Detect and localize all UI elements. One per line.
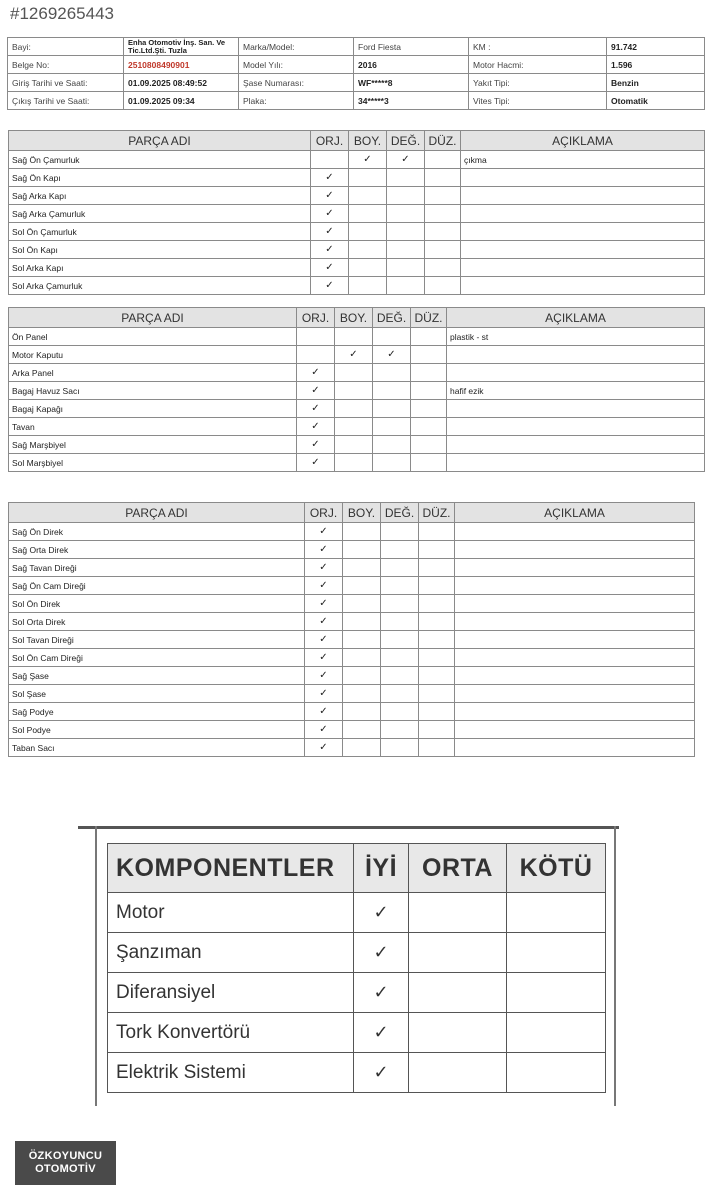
part-duz-cell (425, 241, 461, 259)
part-deg-cell (373, 418, 411, 436)
part-orj-cell: ✓ (305, 721, 343, 739)
engine-volume-value: 1.596 (607, 56, 705, 74)
part-deg-cell (381, 703, 419, 721)
part-row (9, 418, 705, 436)
col-boy: BOY. (349, 131, 387, 151)
part-boy-cell (335, 328, 373, 346)
part-duz-cell (425, 169, 461, 187)
col-parca-adi: PARÇA ADI (9, 503, 305, 523)
part-boy-cell (343, 667, 381, 685)
gear-type-value: Otomatik (607, 92, 705, 110)
part-boy-cell (335, 400, 373, 418)
part-boy-cell (343, 631, 381, 649)
part-row (9, 436, 705, 454)
part-boy-cell: ✓ (335, 346, 373, 364)
part-note (461, 205, 705, 223)
part-row (9, 259, 705, 277)
part-boy-cell (343, 649, 381, 667)
part-name: Arka Panel (9, 364, 297, 382)
part-duz-cell (411, 346, 447, 364)
part-name: Sol Marşbiyel (9, 454, 297, 472)
part-deg-cell (381, 649, 419, 667)
part-deg-cell (387, 205, 425, 223)
part-duz-cell (425, 205, 461, 223)
part-orj-cell: ✓ (305, 577, 343, 595)
part-boy-cell (335, 418, 373, 436)
body-panels-table (8, 307, 705, 472)
part-note (447, 364, 705, 382)
part-row (9, 241, 705, 259)
part-orj-cell: ✓ (305, 613, 343, 631)
part-deg-cell (381, 631, 419, 649)
col-duz: DÜZ. (425, 131, 461, 151)
table3-header-row (9, 503, 695, 523)
part-deg-cell (373, 382, 411, 400)
part-name: Sağ Marşbiyel (9, 436, 297, 454)
exterior-panels-table (8, 130, 705, 295)
component-name: Elektrik Sistemi (108, 1053, 354, 1093)
part-deg-cell (381, 721, 419, 739)
part-orj-cell: ✓ (311, 259, 349, 277)
part-name: Sol Arka Kapı (9, 259, 311, 277)
part-note (455, 703, 695, 721)
part-name: Sol Tavan Direği (9, 631, 305, 649)
part-duz-cell (419, 613, 455, 631)
dealer-value: Enha Otomotiv İnş. San. Ve Tic.Ltd.Şti. Tuzla (124, 38, 239, 56)
col-aciklama: AÇIKLAMA (455, 503, 695, 523)
part-duz-cell (419, 541, 455, 559)
part-duz-cell (425, 277, 461, 295)
part-boy-cell (349, 259, 387, 277)
component-iyi-cell: ✓ (354, 933, 409, 973)
entry-date-value: 01.09.2025 08:49:52 (124, 74, 239, 92)
part-deg-cell (387, 241, 425, 259)
part-note (455, 559, 695, 577)
part-duz-cell (425, 259, 461, 277)
part-row (9, 595, 695, 613)
col-boy: BOY. (343, 503, 381, 523)
part-boy-cell (343, 613, 381, 631)
component-iyi-cell: ✓ (354, 1053, 409, 1093)
dealer-logo (15, 1141, 116, 1185)
part-name: Sol Ön Direk (9, 595, 305, 613)
part-name: Taban Sacı (9, 739, 305, 757)
info-row (8, 74, 705, 92)
part-note (447, 454, 705, 472)
part-orj-cell: ✓ (311, 169, 349, 187)
part-note (455, 613, 695, 631)
part-deg-cell (381, 559, 419, 577)
info-row (8, 92, 705, 110)
part-row (9, 631, 695, 649)
part-row (9, 382, 705, 400)
part-note (455, 523, 695, 541)
part-boy-cell (343, 739, 381, 757)
km-label: KM : (469, 38, 607, 56)
part-duz-cell (411, 400, 447, 418)
part-boy-cell (335, 364, 373, 382)
part-name: Sağ Tavan Direği (9, 559, 305, 577)
part-boy-cell (343, 577, 381, 595)
model-year-value: 2016 (354, 56, 469, 74)
part-duz-cell (425, 187, 461, 205)
chassis-no-value: WF*****8 (354, 74, 469, 92)
part-orj-cell: ✓ (297, 436, 335, 454)
col-aciklama: AÇIKLAMA (461, 131, 705, 151)
part-note (461, 241, 705, 259)
part-note: çıkma (461, 151, 705, 169)
part-deg-cell (373, 400, 411, 418)
part-deg-cell (381, 541, 419, 559)
part-name: Sağ Ön Kapı (9, 169, 311, 187)
component-iyi-cell: ✓ (354, 973, 409, 1013)
part-note (447, 436, 705, 454)
part-note (455, 595, 695, 613)
part-deg-cell (381, 739, 419, 757)
part-row (9, 205, 705, 223)
part-row (9, 577, 695, 595)
part-deg-cell (387, 259, 425, 277)
part-deg-cell (387, 169, 425, 187)
part-row (9, 400, 705, 418)
part-name: Sol Şase (9, 685, 305, 703)
part-row (9, 169, 705, 187)
part-note: plastik - st (447, 328, 705, 346)
col-orj: ORJ. (311, 131, 349, 151)
components-frame-right (614, 826, 616, 1106)
part-name: Sol Ön Çamurluk (9, 223, 311, 241)
part-boy-cell (335, 436, 373, 454)
logo-line-1: ÖZKOYUNCU (28, 1150, 103, 1162)
part-note (461, 223, 705, 241)
part-boy-cell (349, 223, 387, 241)
part-deg-cell (387, 277, 425, 295)
part-duz-cell (411, 454, 447, 472)
part-boy-cell (343, 703, 381, 721)
col-deg: DEĞ. (373, 308, 411, 328)
part-duz-cell (425, 151, 461, 169)
part-name: Bagaj Havuz Sacı (9, 382, 297, 400)
part-deg-cell (387, 187, 425, 205)
table2-header-row (9, 308, 705, 328)
part-orj-cell: ✓ (297, 400, 335, 418)
part-name: Ön Panel (9, 328, 297, 346)
components-frame-left (95, 826, 97, 1106)
plate-label: Plaka: (239, 92, 354, 110)
col-kotu: KÖTÜ (507, 844, 606, 893)
part-duz-cell (411, 364, 447, 382)
part-orj-cell: ✓ (297, 418, 335, 436)
part-row (9, 346, 705, 364)
part-duz-cell (411, 436, 447, 454)
part-orj-cell: ✓ (305, 523, 343, 541)
part-boy-cell (343, 559, 381, 577)
part-name: Sol Arka Çamurluk (9, 277, 311, 295)
part-deg-cell (381, 577, 419, 595)
part-name: Sağ Podye (9, 703, 305, 721)
part-orj-cell: ✓ (297, 364, 335, 382)
col-aciklama: AÇIKLAMA (447, 308, 705, 328)
part-duz-cell (419, 703, 455, 721)
listing-id: #1269265443 (10, 4, 115, 23)
part-deg-cell (381, 667, 419, 685)
part-orj-cell: ✓ (305, 559, 343, 577)
part-row (9, 277, 705, 295)
part-name: Sağ Şase (9, 667, 305, 685)
part-duz-cell (419, 667, 455, 685)
part-deg-cell: ✓ (387, 151, 425, 169)
part-note (461, 169, 705, 187)
exit-date-value: 01.09.2025 09:34 (124, 92, 239, 110)
part-duz-cell (425, 223, 461, 241)
part-row (9, 541, 695, 559)
model-year-label: Model Yılı: (239, 56, 354, 74)
part-duz-cell (419, 577, 455, 595)
part-name: Sağ Ön Direk (9, 523, 305, 541)
component-name: Diferansiyel (108, 973, 354, 1013)
component-kotu-cell (507, 1053, 606, 1093)
part-boy-cell (349, 277, 387, 295)
component-name: Şanzıman (108, 933, 354, 973)
part-orj-cell: ✓ (305, 595, 343, 613)
part-boy-cell: ✓ (349, 151, 387, 169)
component-row (108, 1013, 606, 1053)
gear-type-label: Vites Tipi: (469, 92, 607, 110)
component-kotu-cell (507, 1013, 606, 1053)
part-note (455, 721, 695, 739)
doc-no-label: Belge No: (8, 56, 124, 74)
part-orj-cell (311, 151, 349, 169)
part-boy-cell (349, 205, 387, 223)
part-orj-cell: ✓ (311, 223, 349, 241)
part-boy-cell (343, 523, 381, 541)
part-boy-cell (349, 241, 387, 259)
part-orj-cell: ✓ (297, 454, 335, 472)
part-boy-cell (343, 595, 381, 613)
part-boy-cell (343, 685, 381, 703)
part-row (9, 649, 695, 667)
part-note (455, 685, 695, 703)
component-kotu-cell (507, 893, 606, 933)
fuel-type-value: Benzin (607, 74, 705, 92)
part-duz-cell (419, 595, 455, 613)
part-note (461, 187, 705, 205)
part-orj-cell: ✓ (305, 703, 343, 721)
component-row (108, 1053, 606, 1093)
part-name: Bagaj Kapağı (9, 400, 297, 418)
part-deg-cell (387, 223, 425, 241)
part-boy-cell (343, 721, 381, 739)
info-row (8, 38, 705, 56)
part-boy-cell (335, 382, 373, 400)
pillars-chassis-table (8, 502, 695, 757)
component-orta-cell (409, 893, 507, 933)
part-row (9, 454, 705, 472)
part-row (9, 187, 705, 205)
part-duz-cell (419, 721, 455, 739)
component-row (108, 893, 606, 933)
doc-no-value: 2510808490901 (124, 56, 239, 74)
part-note (447, 400, 705, 418)
component-iyi-cell: ✓ (354, 893, 409, 933)
part-row (9, 721, 695, 739)
part-orj-cell: ✓ (311, 277, 349, 295)
component-orta-cell (409, 1053, 507, 1093)
table1-header-row (9, 131, 705, 151)
part-orj-cell: ✓ (297, 382, 335, 400)
part-name: Sol Podye (9, 721, 305, 739)
col-parca-adi: PARÇA ADI (9, 308, 297, 328)
col-deg: DEĞ. (381, 503, 419, 523)
part-orj-cell: ✓ (305, 685, 343, 703)
part-note (461, 277, 705, 295)
part-note (455, 541, 695, 559)
col-komponentler: KOMPONENTLER (108, 844, 354, 893)
part-row (9, 223, 705, 241)
part-duz-cell (411, 418, 447, 436)
part-boy-cell (335, 454, 373, 472)
part-duz-cell (411, 328, 447, 346)
col-duz: DÜZ. (419, 503, 455, 523)
part-duz-cell (419, 631, 455, 649)
part-orj-cell (297, 328, 335, 346)
part-name: Sağ Ön Cam Direği (9, 577, 305, 595)
component-name: Motor (108, 893, 354, 933)
part-note: hafif ezik (447, 382, 705, 400)
part-name: Tavan (9, 418, 297, 436)
part-note (455, 631, 695, 649)
fuel-type-label: Yakıt Tipi: (469, 74, 607, 92)
col-deg: DEĞ. (387, 131, 425, 151)
part-orj-cell: ✓ (305, 631, 343, 649)
part-deg-cell (373, 328, 411, 346)
components-frame-top (78, 826, 619, 829)
part-row (9, 667, 695, 685)
part-note (447, 418, 705, 436)
entry-date-label: Giriş Tarihi ve Saati: (8, 74, 124, 92)
part-boy-cell (343, 541, 381, 559)
col-parca-adi: PARÇA ADI (9, 131, 311, 151)
col-orj: ORJ. (297, 308, 335, 328)
part-name: Sağ Orta Direk (9, 541, 305, 559)
engine-volume-label: Motor Hacmi: (469, 56, 607, 74)
part-duz-cell (419, 523, 455, 541)
chassis-no-label: Şase Numarası: (239, 74, 354, 92)
components-header-row (108, 844, 606, 893)
col-boy: BOY. (335, 308, 373, 328)
part-deg-cell: ✓ (373, 346, 411, 364)
part-name: Sol Ön Kapı (9, 241, 311, 259)
part-name: Sol Ön Cam Direği (9, 649, 305, 667)
part-orj-cell: ✓ (311, 187, 349, 205)
vehicle-info-table (7, 37, 705, 110)
part-row (9, 739, 695, 757)
component-row (108, 933, 606, 973)
part-name: Sol Orta Direk (9, 613, 305, 631)
part-orj-cell (297, 346, 335, 364)
part-deg-cell (381, 523, 419, 541)
part-orj-cell: ✓ (305, 541, 343, 559)
part-deg-cell (381, 595, 419, 613)
component-row (108, 973, 606, 1013)
col-duz: DÜZ. (411, 308, 447, 328)
part-boy-cell (349, 169, 387, 187)
part-name: Sağ Arka Kapı (9, 187, 311, 205)
part-name: Motor Kaputu (9, 346, 297, 364)
part-deg-cell (381, 685, 419, 703)
logo-line-2: OTOMOTİV (35, 1163, 96, 1175)
component-kotu-cell (507, 973, 606, 1013)
part-orj-cell: ✓ (305, 667, 343, 685)
part-note (455, 577, 695, 595)
part-row (9, 559, 695, 577)
part-row (9, 523, 695, 541)
component-orta-cell (409, 973, 507, 1013)
component-orta-cell (409, 1013, 507, 1053)
part-orj-cell: ✓ (305, 739, 343, 757)
dealer-label: Bayi: (8, 38, 124, 56)
km-value: 91.742 (607, 38, 705, 56)
brand-model-label: Marka/Model: (239, 38, 354, 56)
part-orj-cell: ✓ (305, 649, 343, 667)
brand-model-value: Ford Fiesta (354, 38, 469, 56)
part-deg-cell (373, 436, 411, 454)
part-boy-cell (349, 187, 387, 205)
part-note (455, 649, 695, 667)
components-table (107, 843, 606, 1093)
part-duz-cell (419, 739, 455, 757)
component-orta-cell (409, 933, 507, 973)
part-note (455, 667, 695, 685)
part-note (447, 346, 705, 364)
part-duz-cell (419, 559, 455, 577)
col-orj: ORJ. (305, 503, 343, 523)
part-row (9, 685, 695, 703)
part-duz-cell (419, 685, 455, 703)
part-name: Sağ Ön Çamurluk (9, 151, 311, 169)
component-name: Tork Konvertörü (108, 1013, 354, 1053)
col-orta: ORTA (409, 844, 507, 893)
part-duz-cell (419, 649, 455, 667)
part-row (9, 703, 695, 721)
part-name: Sağ Arka Çamurluk (9, 205, 311, 223)
part-deg-cell (381, 613, 419, 631)
part-orj-cell: ✓ (311, 241, 349, 259)
component-iyi-cell: ✓ (354, 1013, 409, 1053)
part-note (455, 739, 695, 757)
part-row (9, 151, 705, 169)
col-iyi: İYİ (354, 844, 409, 893)
part-row (9, 364, 705, 382)
plate-value: 34*****3 (354, 92, 469, 110)
part-duz-cell (411, 382, 447, 400)
component-kotu-cell (507, 933, 606, 973)
part-orj-cell: ✓ (311, 205, 349, 223)
part-row (9, 328, 705, 346)
part-note (461, 259, 705, 277)
part-deg-cell (373, 364, 411, 382)
exit-date-label: Çıkış Tarihi ve Saati: (8, 92, 124, 110)
info-row (8, 56, 705, 74)
part-deg-cell (373, 454, 411, 472)
part-row (9, 613, 695, 631)
